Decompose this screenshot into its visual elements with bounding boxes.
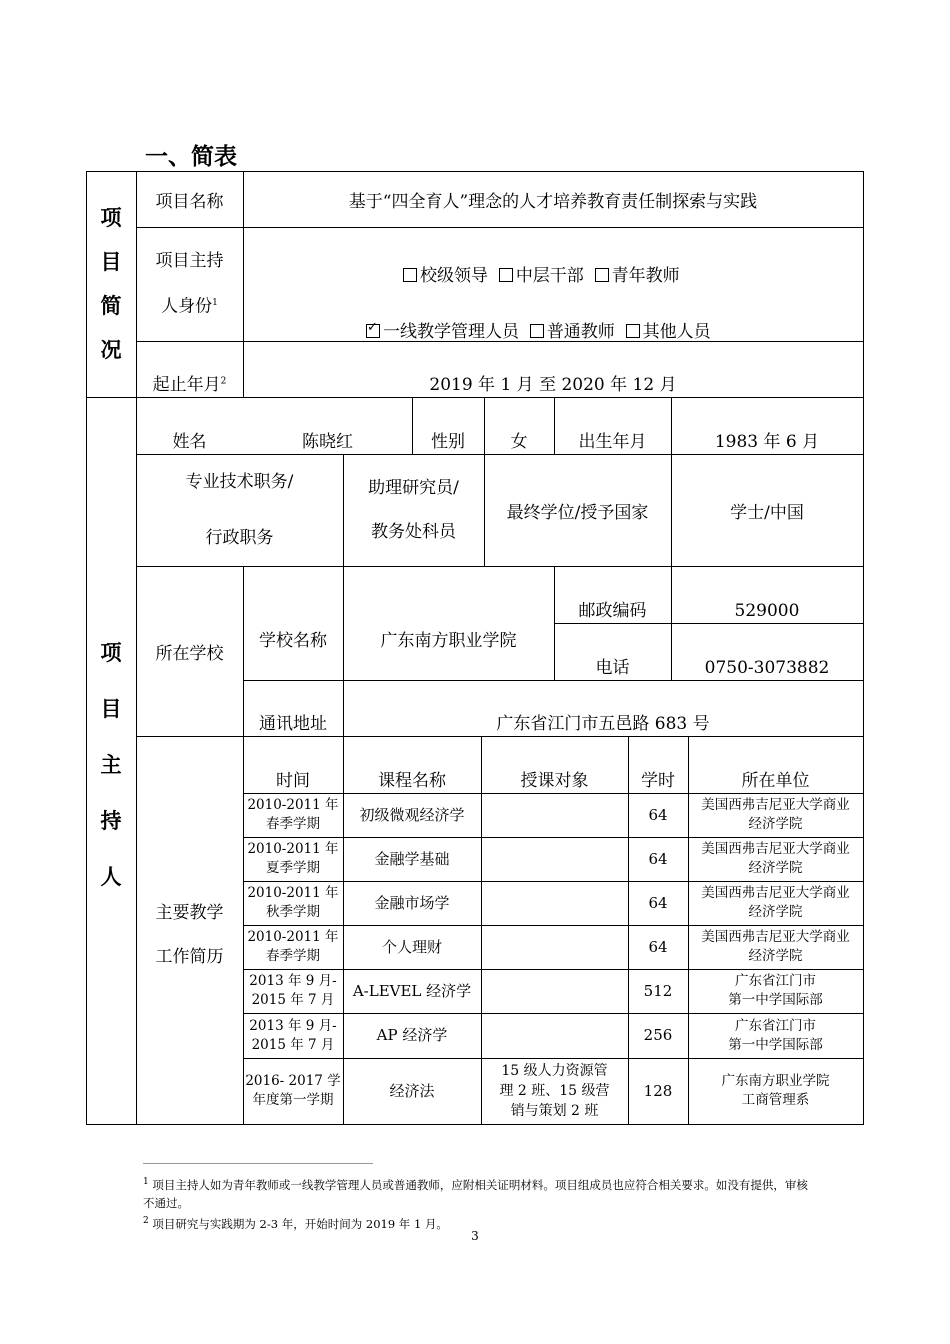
teaching-history-label: 主要教学 工作简历 — [155, 903, 224, 967]
checkbox-icon[interactable] — [403, 268, 417, 282]
footnote-ref-1: 1 — [212, 298, 218, 309]
degree-value[interactable]: 学士/中国 — [730, 502, 804, 523]
row-target — [481, 969, 628, 1013]
option-school-leader[interactable]: 校级领导 — [403, 266, 488, 286]
section-char: 项 — [100, 206, 122, 230]
host-identity-label — [136, 227, 243, 341]
address-value[interactable]: 广东省江门市五邑路 683 号 — [496, 714, 710, 734]
row-target — [481, 925, 628, 969]
row-hours: 64 — [648, 937, 668, 956]
row-hours: 128 — [643, 1081, 673, 1100]
row-hours: 64 — [648, 893, 668, 912]
header-target: 授课对象 — [520, 771, 589, 791]
section-char: 目 — [100, 250, 122, 274]
project-name-value[interactable]: 基于“四全育人”理念的人才培养教育责任制探索与实践 — [348, 191, 758, 212]
row-time: 2010-2011 年 春季学期 — [247, 797, 339, 832]
option-frontline-admin[interactable]: ✓一线教学管理人员 — [366, 322, 519, 342]
postcode-label: 邮政编码 — [578, 601, 647, 621]
row-course: 金融学基础 — [374, 849, 450, 868]
row-time: 2013 年 9 月- 2015 年 7 月 — [249, 1017, 337, 1053]
row-course: 初级微观经济学 — [359, 805, 465, 824]
option-middle-cadre[interactable]: 中层干部 — [499, 266, 584, 286]
row-course: A-LEVEL 经济学 — [352, 981, 472, 1000]
period-label: 起止年月$^2$ — [152, 375, 227, 395]
project-name-label: 项目名称 — [155, 191, 224, 212]
option-ordinary-teacher[interactable]: 普通教师 — [530, 322, 615, 342]
section-char: 况 — [100, 338, 122, 362]
section-char: 人 — [100, 865, 122, 889]
row-hours: 256 — [643, 1026, 673, 1044]
row-target — [481, 837, 628, 881]
birth-value[interactable]: 1983 年 6 月 — [714, 432, 820, 452]
row-unit: 美国西弗吉尼亚大学商业 经济学院 — [701, 841, 850, 876]
birth-label: 出生年月 — [578, 432, 647, 452]
row-time: 2010-2011 年 春季学期 — [247, 929, 339, 964]
header-unit: 所在单位 — [741, 771, 810, 791]
row-hours: 64 — [648, 805, 668, 824]
page-heading: 一、简表 — [145, 144, 237, 170]
section-char: 简 — [100, 294, 122, 318]
option-young-teacher[interactable]: 青年教师 — [595, 266, 680, 286]
header-course: 课程名称 — [378, 771, 446, 791]
identity-options-row1 — [403, 261, 680, 286]
row-target — [481, 1013, 628, 1058]
section-char: 项 — [100, 641, 122, 665]
row-unit: 广东省江门市 第一中学国际部 — [728, 1017, 823, 1053]
section-char: 目 — [100, 697, 122, 721]
phone-label: 电话 — [595, 658, 630, 678]
host-identity-label-line2: 人身份$^1$ — [161, 296, 218, 317]
option-other-staff[interactable]: 其他人员 — [626, 322, 711, 342]
name-label: 姓名 — [172, 432, 207, 452]
school-name-label: 学校名称 — [259, 631, 327, 651]
checkbox-icon[interactable] — [595, 268, 609, 282]
row-course: 金融市场学 — [374, 893, 450, 912]
row-time: 2013 年 9 月- 2015 年 7 月 — [249, 973, 337, 1008]
school-label: 所在学校 — [155, 643, 224, 664]
phone-value[interactable]: 0750-3073882 — [704, 658, 830, 678]
header-time: 时间 — [276, 771, 310, 791]
checkbox-icon[interactable] — [530, 324, 544, 338]
row-course: AP 经济学 — [376, 1026, 448, 1044]
gender-value[interactable]: 女 — [510, 432, 528, 452]
row-unit: 美国西弗吉尼亚大学商业 经济学院 — [701, 797, 850, 832]
gender-label: 性别 — [431, 432, 465, 452]
postcode-value[interactable]: 529000 — [734, 601, 800, 621]
row-target: 15 级人力资源管 理 2 班、15 级营 销与策划 2 班 — [499, 1063, 610, 1119]
row-course: 个人理财 — [381, 937, 442, 956]
title-label: 专业技术职务/ 行政职务 — [185, 472, 294, 548]
row-target — [481, 881, 628, 925]
row-hours: 512 — [643, 981, 673, 1000]
section-char: 主 — [100, 753, 122, 777]
page-number: 3 — [471, 1229, 479, 1243]
period-value[interactable]: 2019 年 1 月 至 2020 年 12 月 — [429, 375, 677, 395]
checkbox-checked-icon[interactable] — [366, 324, 380, 338]
footnote-separator — [143, 1163, 373, 1164]
footnote-2: $^2$ 项目研究与实践期为 2-3 年，开始时间为 2019 年 1 月。 — [143, 1215, 448, 1231]
section-char: 持 — [100, 809, 122, 833]
school-name-value[interactable]: 广东南方职业学院 — [380, 631, 517, 651]
host-identity-label-line1: 项目主持 — [155, 251, 224, 272]
footnote-1: $^1$ 项目主持人如为青年教师或一线教学管理人员或普通教师，应附相关证明材料。项目组成员也应符合相关要求。如没有提供，审核不通过。 — [143, 1177, 808, 1210]
footnote-ref-2: 2 — [220, 376, 227, 387]
row-unit: 广东南方职业学院 工商管理系 — [721, 1073, 830, 1108]
degree-label: 最终学位/授予国家 — [506, 502, 649, 523]
row-time: 2010-2011 年 秋季学期 — [247, 885, 339, 920]
row-course: 经济法 — [389, 1081, 435, 1100]
section-label-overview — [86, 171, 136, 397]
name-value[interactable]: 陈晓红 — [302, 432, 353, 452]
row-target — [481, 793, 628, 837]
header-hours: 学时 — [641, 771, 675, 791]
row-unit: 美国西弗吉尼亚大学商业 经济学院 — [701, 929, 850, 964]
address-label: 通讯地址 — [259, 714, 327, 734]
section-label-host — [86, 640, 136, 890]
title-value[interactable]: 助理研究员/ 教务处科员 — [368, 478, 459, 542]
checkbox-icon[interactable] — [626, 324, 640, 338]
row-time: 2016- 2017 学 年度第一学期 — [245, 1073, 341, 1108]
identity-options-row2 — [366, 317, 711, 342]
row-time: 2010-2011 年 夏季学期 — [247, 841, 339, 876]
footnotes — [143, 1173, 808, 1233]
row-hours: 64 — [648, 849, 668, 868]
row-unit: 美国西弗吉尼亚大学商业 经济学院 — [701, 885, 850, 920]
checkbox-icon[interactable] — [499, 268, 513, 282]
row-unit: 广东省江门市 第一中学国际部 — [728, 973, 823, 1008]
